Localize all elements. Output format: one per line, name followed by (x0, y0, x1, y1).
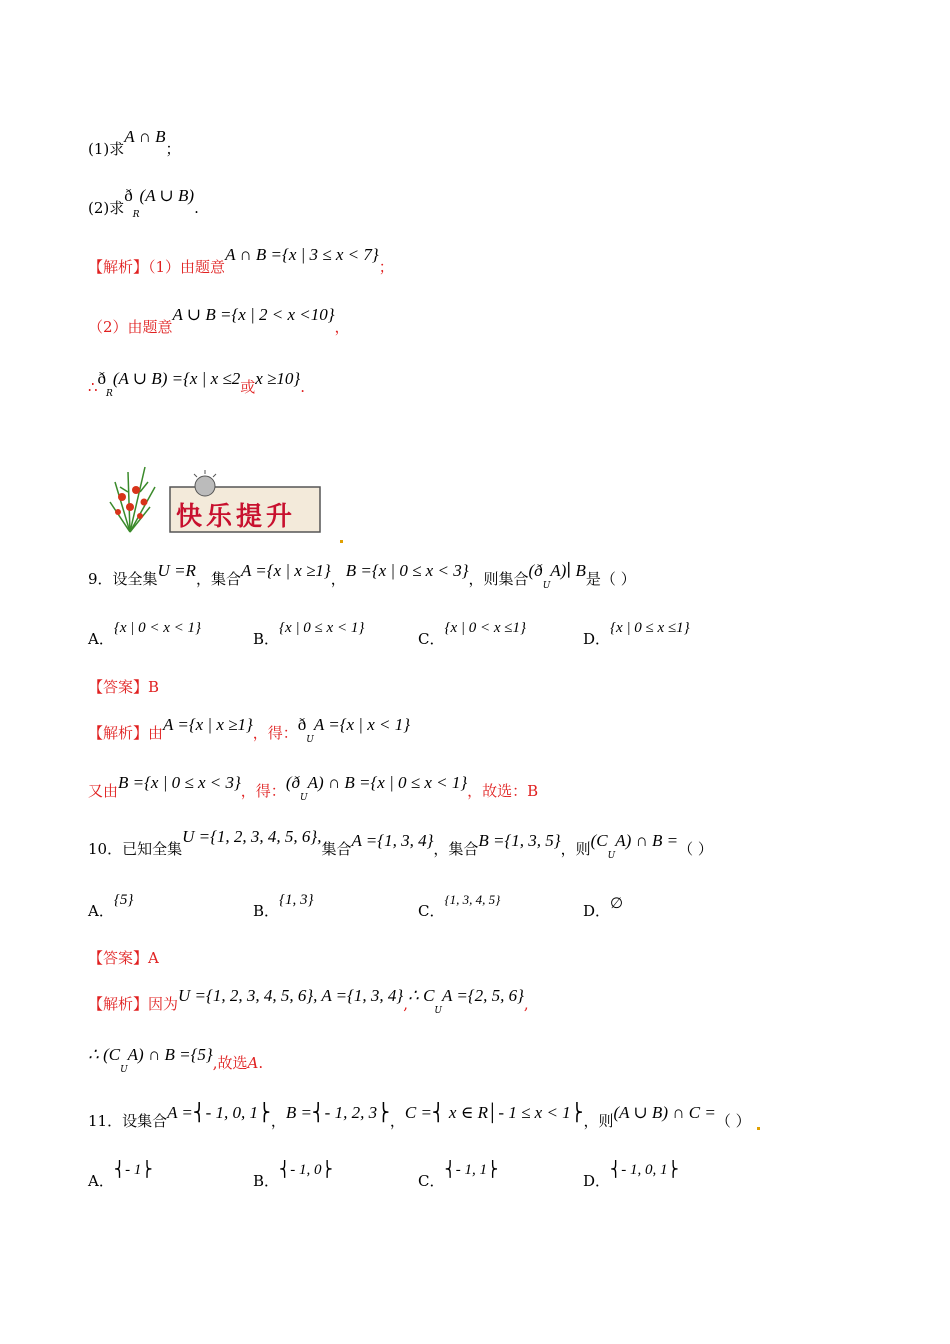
q8-part2: (2)求$ð_R(A$ ∪ B). (88, 186, 199, 220)
q9-question: 9．设全集U =R，集合A ={x | x ≥1}，B ={x | 0 ≤ x < 3}，则集合$(ð_UA)∣$ B是（ ） (88, 561, 636, 591)
q8-solution-2: （2）由题意A ∪ B ={x | 2 < x <10}， (88, 305, 350, 336)
q9-option-b[interactable]: B．{x | 0 ≤ x < 1} (253, 620, 365, 648)
q11-option-d[interactable]: D．⎨- 1, 0, 1⎬ (583, 1162, 679, 1190)
happy-improve-banner (100, 452, 330, 537)
q10-option-c[interactable]: C．{1, 3, 4, 5} (418, 892, 501, 920)
q9-answer: 【答案】B (88, 678, 160, 696)
q9-solution-2: 又由B ={x | 0 ≤ x < 3}，得：$(ð_UA)$ ∩ B ={x | 0 ≤ x < 1}，故选：B (88, 773, 539, 803)
q10-option-d[interactable]: D．∅ (583, 896, 624, 920)
q10-option-b[interactable]: B．{1, 3} (253, 892, 314, 920)
q10-answer: 【答案】A (88, 949, 159, 967)
q9-option-a[interactable]: A．{x | 0 < x < 1} (88, 620, 202, 648)
q10-option-a[interactable]: A．{5} (88, 892, 134, 920)
banner-title: 快乐提升 (176, 502, 297, 532)
q11-option-c[interactable]: C．⎨- 1, 1⎬ (418, 1162, 499, 1190)
q10-question: 10．已知全集U ={1, 2, 3, 4, 5, 6},集合A ={1, 3, 4}，集合B ={1, 3, 5}，则$(C_UA)$ ∩ B =（ ） (88, 827, 713, 861)
q8-solution-1: 【解析】（1）由题意A ∩ B ={x | 3 ≤ x < 7}； (88, 245, 394, 276)
q10-solution-1: 【解析】因为U ={1, 2, 3, 4, 5, 6}, A ={1, 3, 4},∴ $C_UA =\{2$, 5, 6}, (88, 986, 529, 1016)
q9-option-c[interactable]: C．{x | 0 < x ≤1} (418, 620, 527, 648)
q9-option-d[interactable]: D．{x | 0 ≤ x ≤1} (583, 620, 690, 648)
q9-solution-1: 【解析】由A ={x | x ≥1}，得：$ð_UA =\{x$ | x < 1} (88, 715, 411, 745)
q8-part1: (1)求A ∩ B； (88, 127, 181, 158)
q11-option-a[interactable]: A．⎨- 1⎬ (88, 1162, 153, 1190)
q11-option-b[interactable]: B．⎨- 1, 0⎬ (253, 1162, 333, 1190)
q8-solution-3: $\therefore ð_R(A$ ∪ B) ={x | x ≤2或x ≥10}. (88, 369, 305, 399)
decoration-dot (757, 1127, 760, 1130)
q11-question: 11．设集合A =⎨- 1, 0, 1⎬，B =⎨- 1, 2, 3⎬，C =⎨ x ∈ R│- 1 ≤ x < 1⎬，则(A ∪ B) ∩ C =（ ） (88, 1103, 751, 1130)
decoration-dot (340, 540, 343, 543)
q10-solution-2: ∴ $(C_UA)$ ∩ B ={5},故选A. (88, 1045, 264, 1075)
